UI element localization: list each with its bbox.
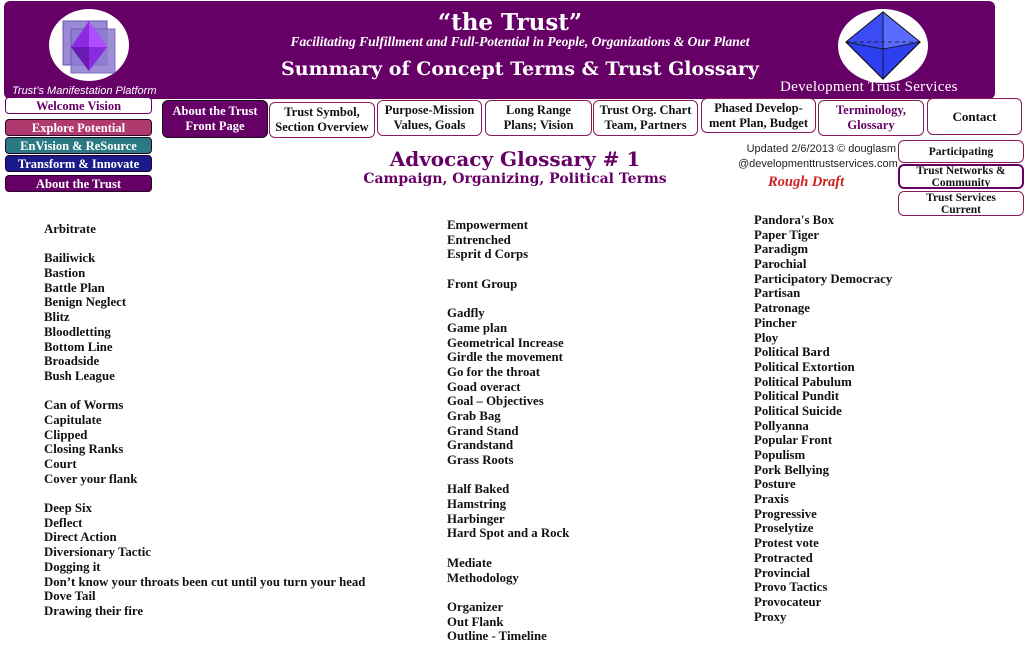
- term-spacer: [44, 384, 365, 399]
- glossary-term: Political Pundit: [754, 389, 839, 404]
- glossary-term: Entrenched: [447, 232, 511, 247]
- glossary-term: Dogging it: [44, 559, 101, 574]
- glossary-term: Front Group: [447, 276, 518, 291]
- tab-label-line1: Long Range: [506, 103, 571, 117]
- glossary-term: Geometrical Increase: [447, 335, 564, 350]
- glossary-term: Arbitrate: [44, 222, 96, 236]
- term-spacer: [447, 291, 569, 306]
- glossary-term: Clipped: [44, 427, 88, 442]
- glossary-term: Political Suicide: [754, 403, 842, 418]
- glossary-term: Popular Front: [754, 433, 833, 448]
- glossary-term: Girdle the movement: [447, 350, 563, 365]
- site-title: “the Trust”: [437, 9, 583, 36]
- glossary-term: Can of Worms: [44, 398, 124, 413]
- glossary-term: Praxis: [754, 492, 789, 507]
- glossary-term: Closing Ranks: [44, 442, 124, 457]
- updated-date: Updated 2/6/2013 © douglasm: [746, 143, 896, 155]
- platform-label: Trust’s Manifestation Platform: [12, 85, 157, 97]
- glossary-term: Deflect: [44, 515, 83, 530]
- term-spacer: [447, 262, 569, 277]
- glossary-term: Direct Action: [44, 530, 117, 545]
- tab-label-line2: Plans; Vision: [503, 118, 574, 132]
- glossary-term: Provocateur: [754, 594, 822, 609]
- glossary-term: Cover your flank: [44, 471, 138, 486]
- glossary-term: Capitulate: [44, 412, 102, 427]
- glossary-column-2: [447, 218, 569, 644]
- tab-phased-development[interactable]: [701, 98, 816, 133]
- glossary-term: Battle Plan: [44, 280, 105, 295]
- tab-terminology-glossary[interactable]: [818, 100, 924, 136]
- nav-label-line1: Trust Services: [926, 191, 996, 204]
- glossary-term: Paper Tiger: [754, 227, 820, 242]
- nav-trust-networks[interactable]: [898, 164, 1024, 189]
- glossary-term: Protracted: [754, 550, 813, 565]
- glossary-column-1: [44, 222, 365, 619]
- tab-label-line2: Section Overview: [275, 120, 369, 134]
- glossary-term: Parochial: [754, 257, 807, 272]
- page-title: Advocacy Glossary # 1: [389, 147, 641, 171]
- glossary-term: Ploy: [754, 330, 779, 345]
- glossary-term: Grandstand: [447, 438, 514, 453]
- glossary-term: Political Bard: [754, 345, 830, 360]
- nav-label: Participating: [928, 145, 994, 158]
- glossary-term: Populism: [754, 448, 806, 462]
- nav-label-line2: Community: [931, 176, 991, 189]
- page-subtitle-banner: Summary of Concept Terms & Trust Glossary: [281, 58, 759, 80]
- glossary-term: Grab Bag: [447, 408, 501, 423]
- site-tagline: Facilitating Fulfillment and Full-Potential in People, Organizations & Our Planet: [290, 34, 750, 49]
- octahedron-cube-logo-icon: [49, 9, 129, 81]
- tab-purpose-mission[interactable]: [377, 100, 482, 136]
- glossary-term: Esprit d Corps: [447, 247, 529, 262]
- glossary-term: Outline - Timeline: [447, 629, 547, 644]
- glossary-term: Bailiwick: [44, 251, 96, 266]
- glossary-term: Empowerment: [447, 218, 529, 232]
- tab-front-page[interactable]: [162, 100, 268, 138]
- glossary-term: Goal – Objectives: [447, 394, 544, 409]
- glossary-term: Go for the throat: [447, 364, 541, 379]
- page-subtitle: Campaign, Organizing, Political Terms: [363, 171, 667, 187]
- tab-long-range-plans[interactable]: [485, 100, 592, 136]
- term-spacer: [447, 541, 569, 556]
- glossary-term: Diversionary Tactic: [44, 545, 151, 560]
- glossary-term: Drawing their fire: [44, 603, 144, 618]
- nav-participating[interactable]: [898, 140, 1024, 163]
- tab-contact[interactable]: [927, 98, 1022, 135]
- nav-transform-innovate[interactable]: Transform & Innovate: [5, 155, 152, 172]
- updated-notice: [738, 142, 896, 172]
- tab-trust-symbol[interactable]: [269, 102, 375, 138]
- glossary-term: Methodology: [447, 570, 519, 585]
- glossary-term: Bloodletting: [44, 324, 111, 339]
- glossary-term: Hamstring: [447, 497, 507, 512]
- glossary-column-3: [754, 213, 892, 624]
- glossary-term: Patronage: [754, 301, 810, 316]
- glossary-term: Participatory Democracy: [754, 271, 893, 286]
- tab-label-line1: Purpose-Mission: [384, 103, 475, 117]
- glossary-term: Pincher: [754, 315, 797, 330]
- glossary-term: Posture: [754, 477, 796, 492]
- nav-label-line2: Current: [940, 203, 981, 216]
- nav-about-the-trust[interactable]: About the Trust: [5, 175, 152, 192]
- glossary-term: Grand Stand: [447, 423, 519, 438]
- glossary-term: Dove Tail: [44, 589, 96, 604]
- glossary-term: Out Flank: [447, 614, 504, 629]
- glossary-term: Harbinger: [447, 511, 505, 526]
- glossary-term: Grass Roots: [447, 453, 514, 467]
- glossary-term: Protest vote: [754, 536, 819, 551]
- glossary-term: Paradigm: [754, 242, 809, 257]
- tab-org-chart[interactable]: [593, 100, 698, 136]
- nav-welcome-vision[interactable]: Welcome Vision: [5, 97, 152, 114]
- term-spacer: [44, 486, 365, 501]
- glossary-term: Political Extortion: [754, 359, 855, 374]
- glossary-term: Goad overact: [447, 379, 521, 394]
- glossary-term: Organizer: [447, 599, 504, 614]
- glossary-term: Half Baked: [447, 482, 510, 497]
- glossary-term: Benign Neglect: [44, 295, 127, 310]
- tab-label-line1: Trust Symbol,: [284, 105, 360, 119]
- glossary-term: Progressive: [754, 506, 817, 521]
- glossary-term: Bush League: [44, 368, 115, 383]
- glossary-term: Gadfly: [447, 306, 485, 321]
- glossary-term: Provincial: [754, 565, 810, 580]
- nav-trust-services[interactable]: [898, 191, 1024, 216]
- glossary-term: Blitz: [44, 310, 70, 325]
- glossary-term: Proselytize: [754, 521, 814, 536]
- nav-envision-resource[interactable]: EnVision & ReSource: [5, 137, 152, 154]
- glossary-term: Hard Spot and a Rock: [447, 526, 570, 541]
- nav-explore-potential[interactable]: Explore Potential: [5, 119, 152, 136]
- glossary-term: Pollyanna: [754, 418, 809, 433]
- tab-label-line1: Phased Develop-: [714, 100, 803, 115]
- glossary-term: Bastion: [44, 266, 86, 281]
- tab-label-line2: Glossary: [847, 118, 895, 132]
- glossary-term: Provo Tactics: [754, 580, 828, 595]
- term-spacer: [44, 237, 365, 252]
- glossary-term: Pork Bellying: [754, 462, 830, 477]
- tab-label-line1: Terminology,: [835, 103, 907, 117]
- term-spacer: [447, 468, 569, 483]
- blue-octahedron-logo-icon: [838, 9, 928, 83]
- glossary-term: Pandora's Box: [754, 213, 834, 227]
- nav-label-line1: Trust Networks &: [916, 164, 1006, 177]
- tab-label-line2: Team, Partners: [604, 118, 687, 132]
- draft-label: Rough Draft: [768, 174, 845, 190]
- tab-label-line2: Front Page: [185, 119, 245, 133]
- tab-label-line1: Trust Org. Chart: [599, 103, 692, 117]
- glossary-term: Partisan: [754, 286, 801, 301]
- glossary-term: Proxy: [754, 609, 787, 624]
- glossary-term: Don’t know your throats been cut until you turn your head: [44, 574, 366, 589]
- tab-label-line2: Values, Goals: [393, 118, 466, 132]
- tab-label-line2: ment Plan, Budget: [709, 115, 808, 130]
- glossary-term: Bottom Line: [44, 339, 113, 354]
- term-spacer: [447, 585, 569, 600]
- contact-email[interactable]: @developmenttrustservices.com: [738, 158, 898, 170]
- tab-label-line1: About the Trust: [172, 104, 258, 118]
- glossary-term: Political Pabulum: [754, 374, 852, 389]
- glossary-term: Deep Six: [44, 501, 92, 516]
- glossary-term: Game plan: [447, 320, 508, 335]
- tab-label: Contact: [952, 109, 997, 124]
- glossary-term: Mediate: [447, 555, 492, 570]
- org-label: Development Trust Services: [780, 79, 958, 95]
- glossary-term: Court: [44, 457, 77, 471]
- glossary-term: Broadside: [44, 354, 100, 369]
